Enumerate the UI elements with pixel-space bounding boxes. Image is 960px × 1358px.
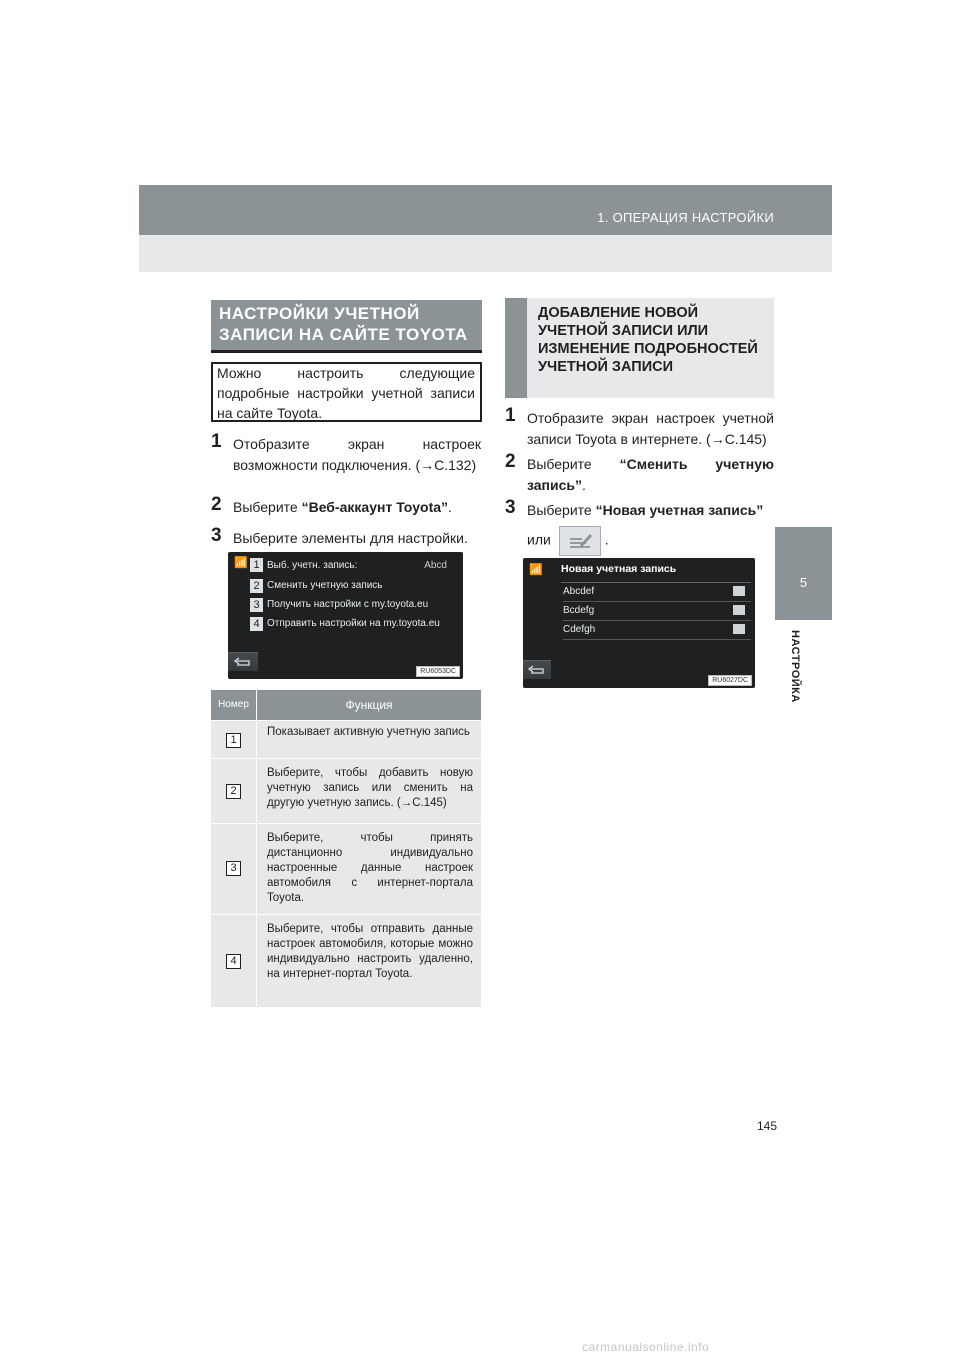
signal-icon: 📶 [234, 557, 248, 569]
row-value: Abcd [424, 560, 447, 571]
right-step-2 [505, 451, 774, 498]
row-number-box: 4 [226, 954, 241, 969]
back-button[interactable] [523, 660, 551, 679]
row-desc: Выберите, чтобы отправить данные настроек автомобиля, которые можно индивидуально настроить удаленно, на интернет-портал Toyota. [267, 923, 473, 980]
row-number-box: 3 [226, 861, 241, 876]
edit-pencil-icon [559, 526, 601, 556]
edit-pencil-icon[interactable] [733, 586, 745, 596]
screen-row-account[interactable] [267, 556, 457, 575]
account-name: Abcdef [563, 586, 595, 597]
header-subband [139, 235, 832, 272]
screen-row-change-account[interactable]: Сменить учетную запись [267, 580, 383, 591]
screen-row-send-settings[interactable]: Отправить настройки на my.toyota.eu [267, 618, 440, 629]
callout-3: 3 [250, 598, 263, 612]
page-header-title: 1. ОПЕРАЦИЯ НАСТРОЙКИ [597, 210, 774, 225]
account-row[interactable] [563, 620, 751, 640]
left-section-title: НАСТРОЙКИ УЧЕТНОЙ ЗАПИСИ НА САЙТЕ TOYOTA [219, 304, 468, 344]
row-desc: Показывает активную учетную запись [267, 726, 470, 738]
table-row [211, 721, 481, 759]
step-text: Выберите элементы для настройки. [233, 530, 468, 546]
callout-1: 1 [250, 558, 263, 572]
step-prefix: Выберите [527, 502, 596, 518]
back-button[interactable] [228, 652, 258, 671]
step-or: или [527, 531, 551, 548]
account-row[interactable] [563, 582, 751, 602]
edit-pencil-icon[interactable] [733, 624, 745, 634]
new-account-screen [523, 558, 755, 688]
table-row [211, 759, 481, 824]
return-arrow-icon [523, 661, 551, 679]
page-number: 145 [757, 1119, 778, 1133]
right-step-3 [505, 497, 774, 550]
image-code: RU6053DC [416, 666, 460, 677]
step-number: 3 [211, 525, 222, 546]
step-prefix: Выберите [233, 499, 302, 515]
chapter-tab [775, 527, 832, 620]
step-suffix: . [448, 499, 452, 515]
row-number-box: 1 [226, 733, 241, 748]
row-label: Выб. учетн. запись: [267, 560, 358, 571]
return-arrow-icon [228, 653, 258, 671]
callout-2: 2 [250, 579, 263, 593]
col-function: Функция [345, 698, 393, 712]
image-code: RU6027DC [708, 675, 752, 686]
table-row [211, 824, 481, 915]
row-desc: Выберите, чтобы добавить новую учетную запись или сменить на другую учетную запись. (→C.145) [267, 767, 473, 809]
account-row[interactable] [563, 601, 751, 621]
right-section-title: ДОБАВЛЕНИЕ НОВОЙ УЧЕТНОЙ ЗАПИСИ ИЛИ ИЗМЕНЕНИЕ ПОДРОБНОСТЕЙ УЧЕТНОЙ ЗАПИСИ [538, 305, 758, 375]
step-bold: “Веб-аккаунт Toyota” [301, 499, 449, 515]
step-period: . [604, 531, 609, 548]
chapter-label-wrap [789, 630, 809, 710]
watermark: carmanualsonline.info [582, 1340, 710, 1354]
right-step-1 [505, 405, 774, 452]
step-text: Отобразите экран настроек учетной записи Toyota в интернете. (→C.145) [527, 410, 774, 447]
intro-text: Можно настроить следующие подробные настройки учетной записи на сайте Toyota. [217, 365, 475, 421]
edit-pencil-icon[interactable] [733, 605, 745, 615]
connectivity-screen [228, 552, 463, 679]
step-prefix: Выберите [527, 456, 620, 472]
left-step-2 [211, 494, 481, 519]
table-header [211, 690, 481, 720]
screen-title-new-account[interactable]: Новая учетная запись [561, 563, 677, 575]
step-number: 2 [211, 494, 222, 515]
account-name: Bcdefg [563, 605, 595, 616]
screen-row-get-settings[interactable]: Получить настройки с my.toyota.eu [267, 599, 429, 610]
step-text: Отобразите экран настроек возможности подключения. (→C.132) [233, 436, 481, 473]
col-number: Номер [211, 690, 257, 720]
step-number: 1 [211, 431, 222, 452]
step-number: 1 [505, 405, 516, 426]
account-name: Cdefgh [563, 624, 596, 635]
row-number-box: 2 [226, 784, 241, 799]
step-number: 2 [505, 451, 516, 472]
right-section-header-bar [505, 298, 527, 398]
table-row [211, 915, 481, 1008]
signal-icon: 📶 [529, 564, 543, 576]
left-step-1 [211, 431, 481, 494]
chapter-number: 5 [799, 575, 808, 590]
callout-4: 4 [250, 617, 263, 631]
step-or-line [527, 526, 609, 556]
step-bold: “Сменить учетную запись” [527, 456, 774, 493]
step-suffix: . [582, 477, 586, 493]
step-bold: “Новая учетная запись” [595, 502, 764, 518]
chapter-label: НАСТРОЙКА [789, 630, 801, 703]
step-number: 3 [505, 497, 516, 518]
left-step-3 [211, 525, 481, 550]
row-desc: Выберите, чтобы принять дистанционно индивидуально настроенные данные настроек автомобиля с интернет-портала Toyota. [267, 832, 473, 904]
